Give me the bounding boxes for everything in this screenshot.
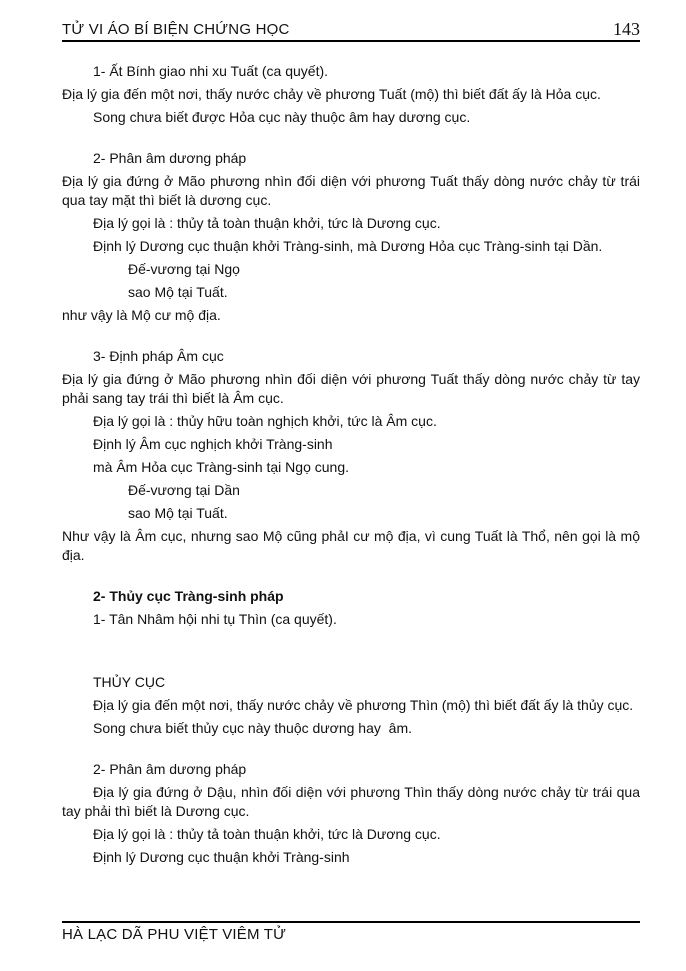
- paragraph: 3- Định pháp Âm cục: [93, 348, 224, 364]
- page-number: 143: [613, 19, 640, 39]
- page-header: [62, 20, 640, 42]
- paragraph: Định lý Dương cục thuận khởi Tràng-sinh: [93, 849, 350, 865]
- paragraph: Địa lý gia đứng ở Mão phương nhìn đối diện với phương Tuất thấy dòng nước chảy từ trái qua tay mặt thì biết là dương cục.: [62, 173, 644, 208]
- paragraph: Địa lý gia đến một nơi, thấy nước chảy về phương Thìn (mộ) thì biết đất ấy là thủy cục.: [93, 697, 634, 713]
- paragraph: 1- Tân Nhâm hội nhi tụ Thìn (ca quyết).: [93, 611, 337, 627]
- paragraph: 2- Thủy cục Tràng-sinh pháp: [93, 588, 284, 604]
- paragraph: như vậy là Mộ cư mộ địa.: [62, 307, 221, 323]
- paragraph: Song chưa biết thủy cục này thuộc dương hay âm.: [93, 720, 412, 736]
- paragraph: sao Mộ tại Tuất.: [128, 284, 228, 300]
- paragraph: mà Âm Hỏa cục Tràng-sinh tại Ngọ cung.: [93, 459, 350, 475]
- paragraph: Định lý Âm cục nghịch khởi Tràng-sinh: [93, 436, 333, 452]
- paragraph: Đế-vương tại Dần: [128, 482, 240, 498]
- paragraph: Song chưa biết được Hỏa cục này thuộc âm hay dương cục.: [93, 109, 471, 125]
- paragraph: sao Mộ tại Tuất.: [128, 505, 228, 521]
- page-footer: [62, 921, 640, 943]
- paragraph: 2- Phân âm dương pháp: [93, 761, 247, 777]
- paragraph: Địa lý gia đứng ở Dậu, nhìn đối diện với phương Thìn thấy dòng nước chảy từ trái qua tay phải thì biết là Dương cục.: [62, 784, 644, 819]
- author-name: HÀ LẠC DÃ PHU VIỆT VIÊM TỬ: [62, 926, 287, 943]
- paragraph: Đế-vương tại Ngọ: [128, 261, 240, 277]
- paragraph: Địa lý gia đứng ở Mão phương nhìn đối diện với phương Tuất thấy dòng nước chảy từ tay phải sang tay trái thì biết là Âm cục.: [62, 371, 644, 406]
- paragraph: THỦY CỤC: [93, 674, 166, 690]
- paragraph: Định lý Dương cục thuận khởi Tràng-sinh, mà Dương Hỏa cục Tràng-sinh tại Dần.: [93, 238, 603, 254]
- paragraph: Địa lý gọi là : thủy hữu toàn nghịch khởi, tức là Âm cục.: [93, 413, 437, 429]
- paragraph: Như vậy là Âm cục, nhưng sao Mộ cũng phảI cư mộ địa, vì cung Tuất là Thổ, nên gọi là mộ địa.: [62, 528, 644, 563]
- book-title: TỬ VI ÁO BÍ BIỆN CHỨNG HỌC: [62, 21, 290, 38]
- paragraph: 2- Phân âm dương pháp: [93, 150, 247, 166]
- document-body: [62, 62, 644, 871]
- paragraph: Địa lý gọi là : thủy tả toàn thuận khởi, tức là Dương cục.: [93, 215, 441, 231]
- paragraph: Địa lý gia đến một nơi, thấy nước chảy về phương Tuất (mộ) thì biết đất ấy là Hỏa cục.: [62, 86, 601, 102]
- paragraph: 1- Ất Bính giao nhi xu Tuất (ca quyết).: [93, 63, 329, 79]
- paragraph: Địa lý gọi là : thủy tả toàn thuận khởi, tức là Dương cục.: [93, 826, 441, 842]
